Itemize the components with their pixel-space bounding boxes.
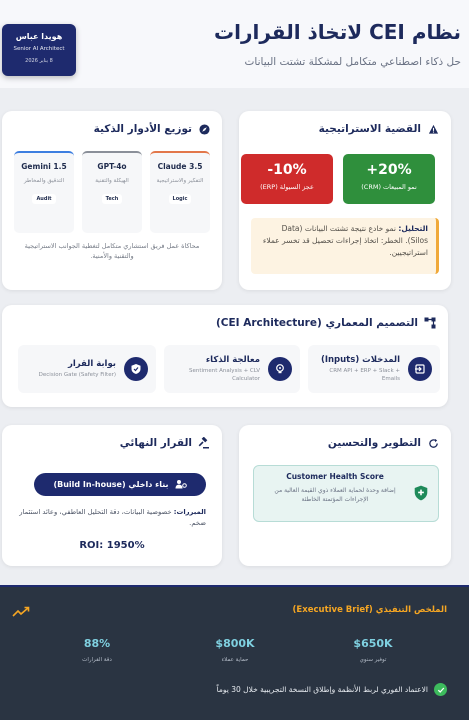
page-title: نظام CEI لاتخاذ القرارات — [214, 20, 461, 44]
model-card-gemini — [14, 151, 74, 233]
build-in-house-text: بناء داخلي (Build In-house) — [53, 480, 169, 489]
shield-icon — [414, 485, 428, 505]
model-desc: التفكير والاستراتيجية — [156, 178, 204, 184]
liquidity-deficit-label: عجز السيولة (ERP) — [260, 183, 314, 191]
arch-inputs-box — [308, 345, 440, 393]
check-circle-icon — [434, 683, 447, 696]
stat-label: حماية عملاء — [221, 657, 249, 663]
build-in-house-badge — [34, 473, 206, 496]
analysis-label: التحليل: — [398, 224, 428, 233]
author-role: Senior AI Architect — [13, 46, 65, 52]
sales-growth-metric — [343, 154, 435, 204]
stat-customer-protection — [185, 637, 285, 663]
liquidity-deficit-metric — [241, 154, 333, 204]
header — [0, 0, 469, 88]
refresh-icon — [427, 437, 439, 449]
model-name: Gemini 1.5 — [21, 162, 67, 171]
liquidity-deficit-value: -10% — [267, 162, 307, 178]
model-name: Claude 3.5 — [157, 162, 203, 171]
network-icon — [424, 317, 436, 329]
arch-inputs-title: المدخلات (Inputs) — [320, 354, 400, 365]
executive-brief-divider — [0, 585, 469, 587]
model-tag: Logic — [169, 194, 192, 204]
executive-brief — [0, 585, 469, 720]
model-tag: Audit — [32, 194, 55, 204]
model-tag: Tech — [102, 194, 123, 204]
final-decision-title — [120, 437, 210, 449]
roi-value: ROI: 1950% — [79, 540, 145, 551]
model-card-gpt — [82, 151, 142, 233]
customer-health-box — [253, 465, 439, 522]
stat-label: دقة القرارات — [82, 657, 112, 663]
arch-gate-title: بوابة القرار — [67, 358, 116, 369]
author-date: 8 يناير 2026 — [25, 58, 53, 64]
justification — [16, 507, 206, 529]
sales-growth-label: نمو المبيعات (CRM) — [361, 183, 417, 191]
final-decision-title-text: القرار النهائي — [119, 437, 192, 449]
model-card-claude — [150, 151, 210, 233]
compass-icon — [198, 123, 210, 135]
arch-intel-desc: Sentiment Analysis + CLV Calculator — [188, 367, 260, 382]
arch-intel-title: معالجة الذكاء — [205, 354, 260, 365]
model-name: GPT-4o — [97, 162, 127, 171]
author-card — [2, 24, 76, 76]
gavel-icon — [198, 437, 210, 449]
arch-intelligence-box — [164, 345, 300, 393]
strategic-issue-title — [319, 123, 439, 135]
development-title-text: التطوير والتحسين — [327, 437, 421, 449]
sales-growth-value: +20% — [366, 162, 412, 178]
development-title — [328, 437, 439, 449]
ai-roles-title — [94, 123, 210, 135]
users-cog-icon — [175, 479, 187, 491]
strategic-issue-card — [239, 111, 451, 290]
architecture-title — [216, 317, 436, 329]
arch-gate-desc: Decision Gate (Safety Filter) — [38, 371, 116, 378]
ai-roles-title-text: توزيع الأدوار الذكية — [93, 123, 192, 135]
recommendation-text: الاعتماد الفوري لربط الأنظمة وإطلاق النسخة التجريبية خلال 30 يوماً — [216, 685, 428, 694]
architecture-card — [2, 305, 448, 407]
recommendation — [217, 683, 447, 696]
strategic-issue-title-text: القضية الاستراتيجية — [318, 123, 421, 135]
justification-label: المبررات: — [173, 508, 206, 516]
arch-gate-box — [18, 345, 156, 393]
model-desc: الهيكلة والتقنية — [95, 178, 129, 184]
customer-health-title: Customer Health Score — [286, 472, 384, 481]
development-card — [239, 425, 451, 566]
author-name: هويدا عباس — [15, 32, 63, 41]
page-subtitle: حل ذكاء اصطناعي متكامل لمشكلة تشتت البيانات — [244, 56, 461, 68]
lightbulb-icon — [268, 357, 292, 381]
justification-text: خصوصية البيانات، دقة التحليل العاطفي، وعائد استثمار ضخم. — [19, 508, 206, 527]
architecture-title-text: التصميم المعماري (CEI Architecture) — [215, 317, 418, 329]
executive-brief-title: الملخص التنفيذي (Executive Brief) — [292, 605, 447, 615]
stat-annual-savings — [323, 637, 423, 663]
stat-label: توفير سنوي — [359, 657, 387, 663]
stat-decision-accuracy — [47, 637, 147, 663]
warning-icon — [427, 123, 439, 135]
stat-value: $650K — [353, 637, 393, 650]
analysis-text: نمو خادع نتيجة تشتت البيانات (Data Silos). الخطر: اتخاذ إجراءات تحصيل قد تخسر عملاء استراتيجيين. — [262, 224, 428, 257]
model-desc: التدقيق والمخاطر — [23, 178, 65, 184]
shield-icon — [124, 357, 148, 381]
roles-note: محاكاة عمل فريق استشاري متكامل لتغطية الجوانب الاستراتيجية والتقنية والأمنية. — [24, 242, 200, 261]
login-icon — [408, 357, 432, 381]
stat-value: $800K — [215, 637, 255, 650]
arch-inputs-desc: CRM API + ERP + Slack + Emails — [329, 367, 400, 382]
ai-roles-card — [2, 111, 222, 290]
trend-up-icon — [12, 603, 30, 622]
stat-value: 88% — [83, 637, 111, 650]
customer-health-desc: إضافة وحدة لحماية العملاء ذوي القيمة العالية من الإجراءات المؤتمتة الخاطئة — [274, 487, 396, 503]
final-decision-card — [2, 425, 222, 566]
analysis-note — [251, 218, 439, 274]
